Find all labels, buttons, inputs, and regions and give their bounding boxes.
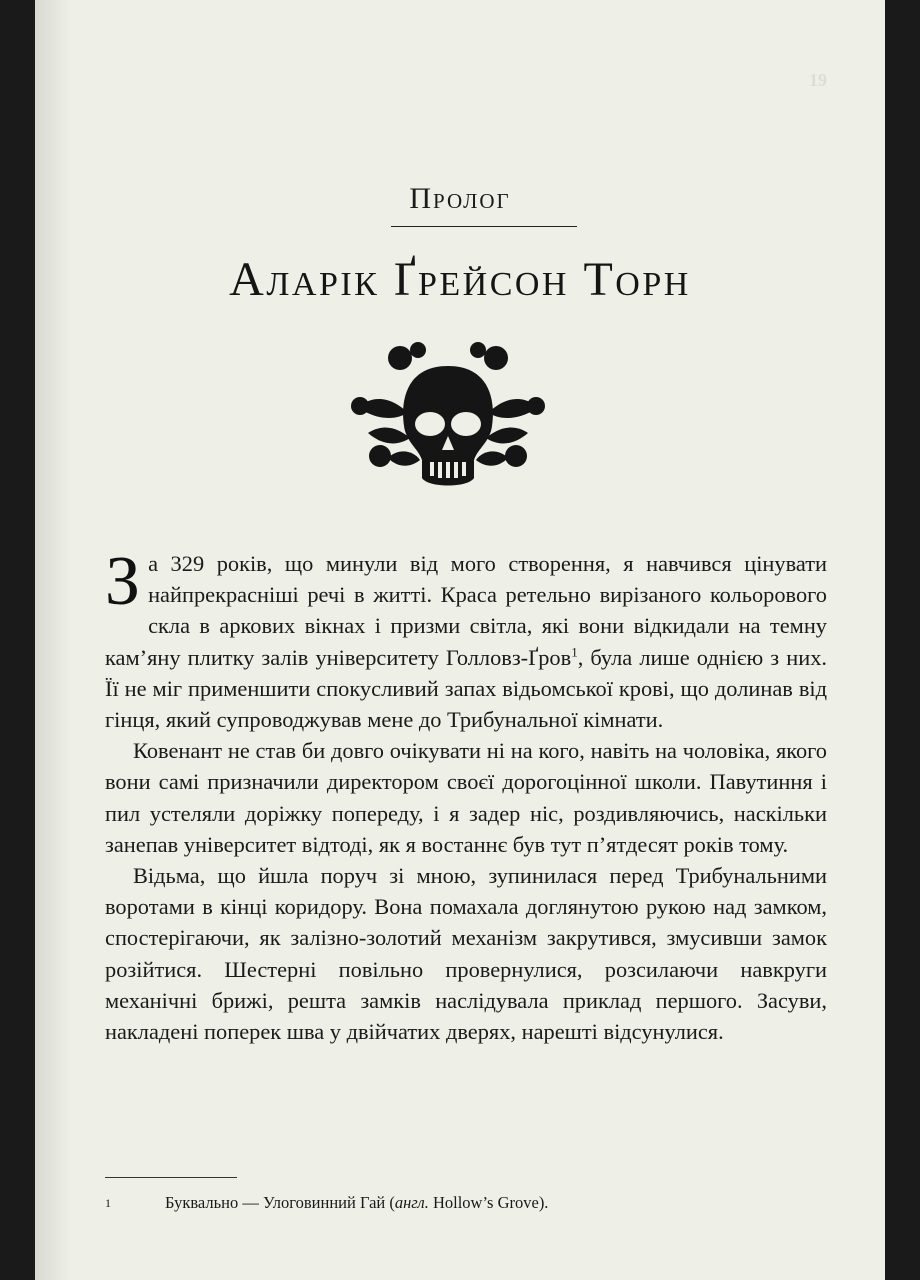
footnote-rule [105, 1177, 237, 1178]
chapter-label-rule [391, 226, 577, 227]
paragraph-text: а 329 років, що минули від мого створення, я навчився цінувати найпрекрасніші речі в житті. Краса ретельно вирізаного кольорового скла в аркових вікнах і призми світла, які вони відкидали на темну кам’яну плитку залів університету Голловз-Ґров [105, 551, 827, 670]
chapter-label: Пролог [409, 182, 511, 215]
footnote-abbreviation: англ. [394, 1193, 429, 1212]
book-page [35, 0, 885, 1280]
chapter-body [105, 543, 827, 1047]
footnote-mark: 1 [105, 1196, 111, 1210]
footnote-reference: 1 [571, 644, 578, 660]
paragraph-text: , була лише однією з них. Її не міг применшити спокусливий запах відьомської крові, що долинав від гінця, який супроводжував мене до Трибунальної кімнати. [105, 644, 827, 733]
page-number: 19 [809, 70, 827, 90]
paragraph: Відьма, що йшла поруч зі мною, зупинилася перед Трибунальними воротами в кінці коридору. Вона помахала доглянутою рукою над замком, спостерігаючи, як залізно-золотий механізм закрутився, змусивши замок розійтися. Шестерні повільно провернулися, розсилаючи навкруги механічні брижі, решта замків наслідувала приклад першого. Засуви, накладені поперек шва у двійчатих дверях, нарешті відсунулися. [105, 863, 827, 1045]
paragraph: Ковенант не став би довго очікувати ні на кого, навіть на чоловіка, якого вони самі призначили директором своєї дорогоцінної школи. Павутиння і пил устеляли доріжку попереду, і я задер ніс, роздивляючись, наскільки занепав університет відтоді, як я востаннє був тут п’ятдесят років тому. [105, 738, 827, 857]
drop-cap: З [105, 543, 141, 620]
skull-with-roses-icon [338, 338, 558, 498]
footnote-text: Буквально — Улоговинний Гай ( [165, 1193, 395, 1212]
footnote-text-end: Hollow’s Grove). [428, 1193, 549, 1212]
paragraph [105, 543, 827, 735]
footnote [105, 1192, 827, 1214]
chapter-title: Аларік Ґрейсон Торн [229, 253, 691, 306]
